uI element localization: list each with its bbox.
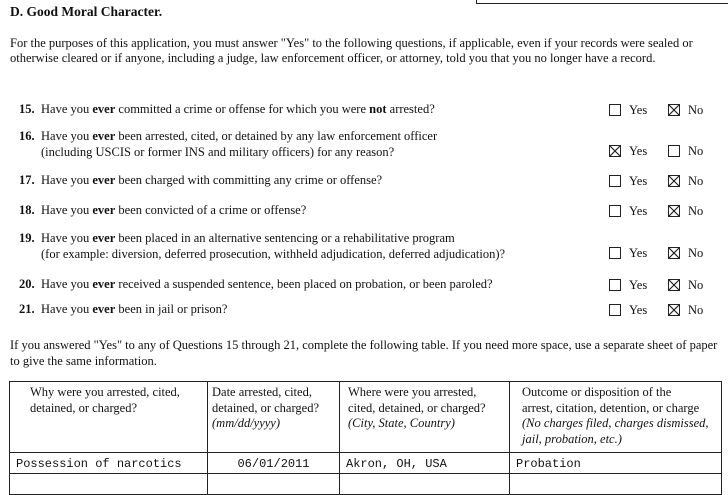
checkbox-yes-label: Yes (629, 102, 648, 117)
cell-outcome[interactable] (510, 453, 722, 474)
checkbox-yes[interactable] (609, 279, 621, 291)
checkbox-yes[interactable] (609, 145, 621, 157)
header-why-line2: detained, or charged? (30, 400, 138, 415)
question-emphasis: ever (92, 302, 116, 316)
question-number: 21. (19, 302, 35, 316)
header-where-note: (City, State, Country) (348, 416, 455, 430)
checkbox-no-label: No (688, 102, 704, 117)
checkbox-no[interactable] (668, 205, 680, 217)
header-outcome-note: (No charges filed, charges dismissed, jail, probation, etc.) (522, 416, 709, 446)
table-instructions: If you answered "Yes" to any of Questions 15 through 21, complete the following table. If you need more space, use a separate sheet of paper to give the same information. (10, 338, 718, 368)
checkbox-no-label: No (688, 173, 704, 188)
header-where-line1: Where were you arrested, (348, 385, 477, 399)
answer-yes-q15[interactable] (609, 102, 647, 118)
header-box-edge (476, 0, 728, 4)
question-emphasis: ever (92, 129, 116, 143)
question-continuation: (including USCIS or former INS and military officers) for any reason? (41, 144, 395, 159)
checkbox-no[interactable] (668, 247, 680, 259)
arrest-table (9, 381, 722, 495)
checkbox-yes-label: Yes (629, 173, 648, 188)
section-intro: For the purposes of this application, you must answer "Yes" to the following questions, if applicable, even if your records were sealed or otherwise cleared or if anyone, including a judge, law enforcement officer, or attorney, told you that you no longer have a record. (10, 36, 693, 65)
checkbox-yes-label: Yes (629, 143, 648, 158)
checkbox-yes-label: Yes (629, 302, 648, 317)
table-row (10, 453, 722, 474)
answer-no-q19[interactable] (668, 245, 703, 261)
question-text: Have you (41, 129, 93, 143)
question-text: been convicted of a crime or offense? (115, 203, 307, 217)
answer-no-q20[interactable] (668, 277, 703, 293)
checkbox-no[interactable] (668, 175, 680, 187)
question-continuation: (for example: diversion, deferred prosecution, withheld adjudication, deferred adjudication)? (41, 246, 506, 261)
cell-date-value: 06/01/2011 (237, 457, 310, 471)
header-outcome-line1: Outcome or disposition of the (522, 385, 672, 399)
checkbox-no[interactable] (668, 145, 680, 157)
cell-outcome-value: Probation (516, 457, 581, 471)
checkbox-yes[interactable] (609, 205, 621, 217)
question-emphasis: ever (92, 173, 116, 187)
checkbox-yes[interactable] (609, 175, 621, 187)
question-text: Have you (41, 102, 93, 116)
header-where-line2: cited, detained, or charged? (348, 400, 486, 415)
header-why (10, 382, 208, 453)
question-text: been in jail or prison? (115, 302, 228, 316)
question-number: 16. (19, 129, 35, 143)
checkbox-no[interactable] (668, 279, 680, 291)
header-where (340, 382, 510, 453)
cell-why-value: Possession of narcotics (16, 457, 182, 471)
question-21 (19, 302, 599, 318)
question-emphasis: ever (92, 102, 116, 116)
checkbox-yes[interactable] (609, 247, 621, 259)
question-20 (19, 277, 599, 293)
question-16 (19, 129, 599, 160)
header-why-line1: Why were you arrested, cited, (30, 385, 180, 399)
answer-no-q21[interactable] (668, 302, 703, 318)
question-number: 17. (19, 173, 35, 187)
question-emphasis: ever (92, 277, 116, 291)
cell-where[interactable] (340, 453, 510, 474)
answer-yes-q18[interactable] (609, 203, 647, 219)
cell-why-empty[interactable] (10, 474, 208, 495)
checkbox-yes-label: Yes (629, 203, 648, 218)
question-number: 19. (19, 231, 35, 245)
question-text: been arrested, cited, or detained by any law enforcement officer (115, 129, 438, 143)
checkbox-no-label: No (688, 245, 704, 260)
question-emphasis: ever (92, 231, 116, 245)
question-19 (19, 231, 599, 262)
question-text: Have you (41, 203, 93, 217)
question-18 (19, 203, 599, 219)
checkbox-yes[interactable] (609, 104, 621, 116)
answer-yes-q16[interactable] (609, 143, 647, 159)
question-text: been placed in an alternative sentencing or a rehabilitative program (115, 231, 455, 245)
answer-no-q16[interactable] (668, 143, 703, 159)
question-15 (19, 102, 599, 118)
cell-where-value: Akron, OH, USA (346, 457, 447, 471)
question-text: Have you (41, 231, 93, 245)
answer-no-q17[interactable] (668, 173, 703, 189)
header-date-line2: detained, or charged? (212, 400, 320, 415)
checkbox-no-label: No (688, 277, 704, 292)
answer-no-q18[interactable] (668, 203, 703, 219)
header-date-note: (mm/dd/yyyy) (212, 416, 281, 430)
answer-yes-q21[interactable] (609, 302, 647, 318)
header-outcome (510, 382, 722, 453)
question-number: 20. (19, 277, 35, 291)
header-outcome-line2: arrest, citation, detention, or charge (522, 400, 700, 415)
table-row-empty (10, 474, 722, 495)
answer-no-q15[interactable] (668, 102, 703, 118)
question-text: received a suspended sentence, been placed on probation, or been paroled? (115, 277, 493, 291)
question-emphasis: not (369, 102, 387, 116)
checkbox-no-label: No (688, 143, 704, 158)
checkbox-no-label: No (688, 302, 704, 317)
checkbox-yes[interactable] (609, 304, 621, 316)
question-text: committed a crime or offense for which you were (115, 102, 370, 116)
section-title: D. Good Moral Character. (10, 4, 163, 19)
answer-yes-q17[interactable] (609, 173, 647, 189)
cell-date[interactable] (208, 453, 340, 474)
cell-why[interactable] (10, 453, 208, 474)
checkbox-no[interactable] (668, 104, 680, 116)
checkbox-yes-label: Yes (629, 245, 648, 260)
question-text: Have you (41, 277, 93, 291)
question-text: been charged with committing any crime or offense? (115, 173, 383, 187)
answer-yes-q20[interactable] (609, 277, 647, 293)
cell-date-empty[interactable] (208, 474, 340, 495)
question-number: 15. (19, 102, 35, 116)
cell-outcome-empty[interactable] (510, 474, 722, 495)
question-emphasis: ever (92, 203, 116, 217)
answer-yes-q19[interactable] (609, 245, 647, 261)
header-date-line1: Date arrested, cited, (212, 385, 312, 399)
question-number: 18. (19, 203, 35, 217)
question-text: Have you (41, 302, 93, 316)
question-text: Have you (41, 173, 93, 187)
checkbox-no[interactable] (668, 304, 680, 316)
header-date (208, 382, 340, 453)
checkbox-no-label: No (688, 203, 704, 218)
arrest-table-header (10, 382, 722, 453)
question-17 (19, 173, 599, 189)
cell-where-empty[interactable] (340, 474, 510, 495)
question-text: arrested? (386, 102, 435, 116)
checkbox-yes-label: Yes (629, 277, 648, 292)
